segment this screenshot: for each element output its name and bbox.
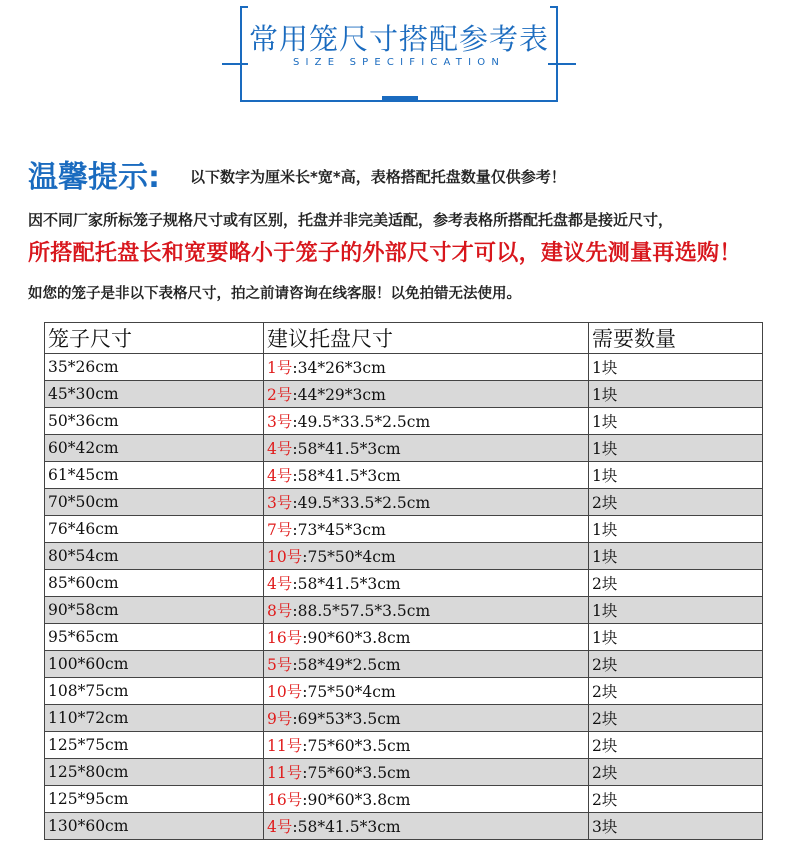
cage-size-cell: 70*50cm [45, 489, 264, 516]
quantity-cell: 2块 [589, 786, 763, 813]
quantity-cell: 2块 [589, 651, 763, 678]
tray-number: 16号 [267, 791, 303, 809]
cage-size-cell: 85*60cm [45, 570, 264, 597]
tray-dimensions: :75*60*3.5cm [302, 764, 411, 782]
tray-dimensions: :75*60*3.5cm [302, 737, 411, 755]
cage-size-cell: 50*36cm [45, 408, 264, 435]
tray-size-cell [264, 570, 589, 597]
quantity-cell: 1块 [589, 597, 763, 624]
tray-dimensions: :90*60*3.8cm [302, 791, 411, 809]
tray-dimensions: :90*60*3.8cm [302, 629, 411, 647]
header-cage-size: 笼子尺寸 [45, 323, 264, 354]
notice-line-3: 如您的笼子是非以下表格尺寸，拍之前请咨询在线客服！以免拍错无法使用。 [28, 286, 521, 302]
quantity-cell: 2块 [589, 705, 763, 732]
notice-line-1: 因不同厂家所标笼子规格尺寸或有区别，托盘并非完美适配，参考表格所搭配托盘都是接近尺寸， [28, 211, 674, 229]
tray-dimensions: :58*41.5*3cm [292, 575, 401, 593]
tray-dimensions: :58*41.5*3cm [292, 467, 401, 485]
tray-dimensions: :44*29*3cm [292, 386, 386, 404]
header-frame-corner-right [550, 6, 558, 8]
tray-size-cell [264, 678, 589, 705]
tray-size-cell [264, 759, 589, 786]
header-quantity: 需要数量 [589, 323, 763, 354]
quantity-cell: 3块 [589, 813, 763, 840]
tray-size-cell [264, 732, 589, 759]
cage-size-cell: 125*95cm [45, 786, 264, 813]
tray-number: 4号 [267, 440, 293, 458]
cage-size-cell: 110*72cm [45, 705, 264, 732]
tray-size-cell [264, 381, 589, 408]
quantity-cell: 2块 [589, 732, 763, 759]
quantity-cell: 2块 [589, 759, 763, 786]
quantity-cell: 1块 [589, 624, 763, 651]
notice-label: 温馨提示: [28, 160, 160, 195]
tray-size-cell [264, 597, 589, 624]
tray-size-cell [264, 786, 589, 813]
page-subtitle: SIZE SPECIFICATION [292, 57, 506, 68]
tray-number: 4号 [267, 467, 293, 485]
cage-size-cell: 61*45cm [45, 462, 264, 489]
tray-dimensions: :75*50*4cm [302, 683, 396, 701]
tray-number: 10号 [267, 548, 303, 566]
tray-dimensions: :58*41.5*3cm [292, 818, 401, 836]
table-row [45, 408, 763, 435]
table-row [45, 381, 763, 408]
tray-dimensions: :58*41.5*3cm [292, 440, 401, 458]
tray-number: 10号 [267, 683, 303, 701]
page-title: 常用笼尺寸搭配参考表 [248, 22, 549, 56]
tray-number: 7号 [267, 521, 293, 539]
tray-size-cell [264, 462, 589, 489]
cage-size-cell: 90*58cm [45, 597, 264, 624]
tray-number: 9号 [267, 710, 293, 728]
quantity-cell: 1块 [589, 516, 763, 543]
tray-number: 4号 [267, 575, 293, 593]
header-frame-corner-left [240, 6, 248, 8]
table-row [45, 489, 763, 516]
table-row [45, 759, 763, 786]
quantity-cell: 2块 [589, 570, 763, 597]
table-row [45, 435, 763, 462]
header-accent-bar [382, 96, 418, 102]
table-row [45, 624, 763, 651]
header-tray-size: 建议托盘尺寸 [264, 323, 589, 354]
tray-dimensions: :49.5*33.5*2.5cm [292, 413, 431, 431]
tray-number: 3号 [267, 494, 293, 512]
cage-size-cell: 95*65cm [45, 624, 264, 651]
table-row [45, 732, 763, 759]
table-header-row [45, 323, 763, 354]
tray-number: 11号 [267, 737, 303, 755]
cage-size-cell: 35*26cm [45, 354, 264, 381]
cage-size-cell: 60*42cm [45, 435, 264, 462]
table-row [45, 651, 763, 678]
tray-dimensions: :88.5*57.5*3.5cm [292, 602, 431, 620]
tray-size-cell [264, 435, 589, 462]
quantity-cell: 2块 [589, 489, 763, 516]
table-row [45, 543, 763, 570]
quantity-cell: 1块 [589, 543, 763, 570]
tray-size-cell [264, 543, 589, 570]
tray-number: 16号 [267, 629, 303, 647]
cage-size-cell: 125*75cm [45, 732, 264, 759]
tray-dimensions: :69*53*3.5cm [292, 710, 401, 728]
tray-dimensions: :34*26*3cm [292, 359, 386, 377]
cage-size-cell: 45*30cm [45, 381, 264, 408]
quantity-cell: 1块 [589, 354, 763, 381]
table-row [45, 678, 763, 705]
table-row [45, 462, 763, 489]
cage-size-cell: 108*75cm [45, 678, 264, 705]
tray-size-cell [264, 354, 589, 381]
tray-number: 2号 [267, 386, 293, 404]
cage-size-cell: 125*80cm [45, 759, 264, 786]
table-row [45, 354, 763, 381]
cage-size-cell: 76*46cm [45, 516, 264, 543]
tray-dimensions: :73*45*3cm [292, 521, 386, 539]
tray-size-cell [264, 516, 589, 543]
quantity-cell: 1块 [589, 435, 763, 462]
tray-number: 5号 [267, 656, 293, 674]
table-row [45, 570, 763, 597]
tray-dimensions: :58*49*2.5cm [292, 656, 401, 674]
cage-size-cell: 100*60cm [45, 651, 264, 678]
table-body [45, 323, 763, 840]
tray-number: 4号 [267, 818, 293, 836]
table-row [45, 813, 763, 840]
size-spec-table [44, 322, 763, 840]
cage-size-cell: 80*54cm [45, 543, 264, 570]
tray-dimensions: :49.5*33.5*2.5cm [292, 494, 431, 512]
quantity-cell: 1块 [589, 462, 763, 489]
cage-size-cell: 130*60cm [45, 813, 264, 840]
table-row [45, 786, 763, 813]
table-row [45, 705, 763, 732]
tray-size-cell [264, 489, 589, 516]
header-rule-left [222, 63, 248, 65]
tray-number: 8号 [267, 602, 293, 620]
tray-number: 11号 [267, 764, 303, 782]
quantity-cell: 2块 [589, 678, 763, 705]
notice-text: 以下数字为厘米长*宽*高，表格搭配托盘数量仅供参考！ [190, 168, 566, 186]
tray-size-cell [264, 705, 589, 732]
quantity-cell: 1块 [589, 408, 763, 435]
tray-size-cell [264, 651, 589, 678]
tray-size-cell [264, 624, 589, 651]
notice-line-2-warning: 所搭配托盘长和宽要略小于笼子的外部尺寸才可以，建议先测量再选购！ [28, 241, 742, 266]
tray-size-cell [264, 813, 589, 840]
quantity-cell: 1块 [589, 381, 763, 408]
table-row [45, 597, 763, 624]
tray-size-cell [264, 408, 589, 435]
table-row [45, 516, 763, 543]
tray-dimensions: :75*50*4cm [302, 548, 396, 566]
tray-number: 1号 [267, 359, 293, 377]
header-rule-right [548, 63, 576, 65]
tray-number: 3号 [267, 413, 293, 431]
